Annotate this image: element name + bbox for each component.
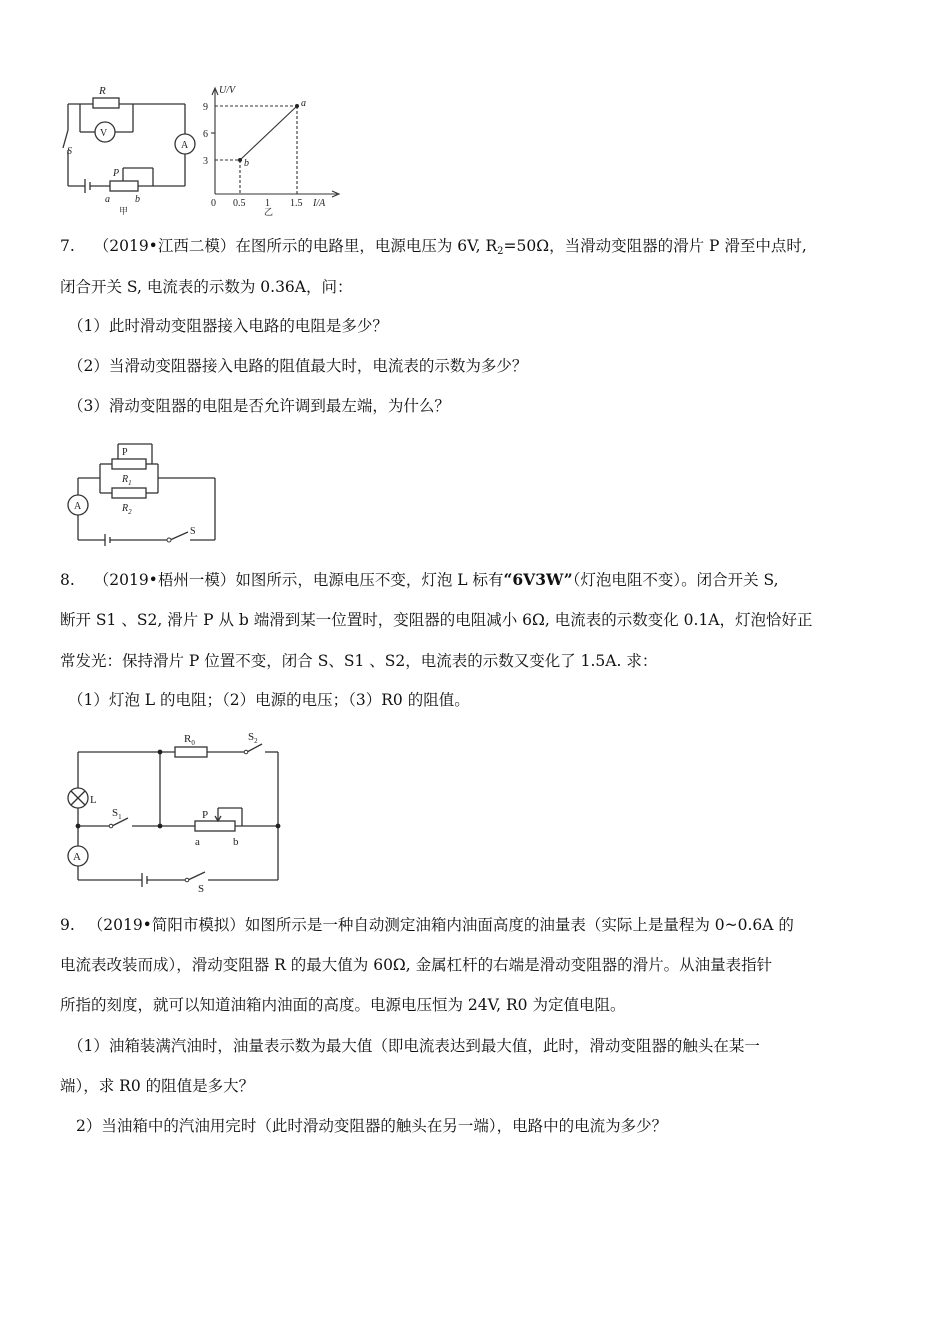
q9-sub1b: 端），求 R0 的阻值是多大？ — [60, 1077, 255, 1095]
fig6-v-label: V — [100, 128, 108, 139]
q8-line3: 常发光：保持滑片 P 位置不变，闭合 S、S1 、S2，电流表的示数又变化了 1.5A. 求： — [60, 652, 658, 670]
fig6-a-label: A — [181, 140, 189, 151]
q8-rating: “6V3W” — [503, 570, 573, 589]
q9-source: （2019•简阳市模拟） — [87, 916, 245, 934]
fig8-s-label: S — [198, 883, 205, 893]
fig6-r-label: R — [99, 85, 106, 97]
q7-sub3: （3）滑动变阻器的电阻是否允许调到最左端，为什么？ — [68, 397, 450, 415]
fig6-a-end: a — [105, 194, 110, 205]
q8-number: 8. — [60, 571, 75, 589]
graph-xtick-1.5: 1.5 — [290, 198, 303, 209]
graph-origin: 0 — [211, 198, 216, 209]
graph-point-a: a — [301, 98, 306, 109]
graph-xtick-1: 1 — [265, 198, 270, 209]
fig6-caption-left: 甲 — [119, 206, 129, 216]
figure-q8 — [60, 728, 290, 893]
graph-ytick-3: 3 — [203, 156, 208, 167]
fig8-r0-label: $R_0$ — [184, 733, 195, 747]
q7-line2: 闭合开关 S, 电流表的示数为 0.36A，问： — [60, 278, 353, 296]
q9-number: 9. — [60, 916, 75, 934]
fig7-a-label: A — [74, 501, 82, 512]
fig8-b-end: b — [233, 836, 239, 848]
graph-xtick-0.5: 0.5 — [233, 198, 246, 209]
q7-line1: 7. （2019•江西二模）在图所示的电路里，电源电压为 6V, $R_2=50\Omega$，当滑动变阻器的滑片 P 滑至中点时, — [60, 237, 807, 257]
q9-sub2: 2）当油箱中的汽油用完时（此时滑动变阻器的触头在另一端），电路中的电流为多少？ — [76, 1117, 668, 1135]
q8-line4: （1）灯泡 L 的电阻；（2）电源的电压；（3）R0 的阻值。 — [68, 691, 470, 709]
fig7-r1-label: $R_1$ — [122, 474, 132, 487]
q9-sub1a: （1）油箱装满汽油时，油量表示数为最大值（即电流表达到最大值，此时，滑动变阻器的触头在某一 — [68, 1037, 760, 1055]
fig8-a-end: a — [195, 836, 200, 848]
graph-caption: 乙 — [264, 207, 274, 217]
q9-line1: 9. （2019•简阳市模拟）如图所示是一种自动测定油箱内油面高度的油量表（实际上是量程为 0~0.6A 的 — [60, 916, 794, 934]
fig6-p-label: P — [113, 168, 120, 179]
q8-source: （2019•梧州一模） — [93, 571, 236, 589]
q9-line3: 所指的刻度，就可以知道油箱内油面的高度。电源电压恒为 24V, R0 为定值电阻。 — [60, 996, 626, 1014]
q7-source: （2019•江西二模） — [93, 237, 236, 255]
q7-sub2: （2）当滑动变阻器接入电路的阻值最大时，电流表的示数为多少？ — [68, 357, 528, 375]
graph-ytick-6: 6 — [203, 129, 208, 140]
figure-q6 — [55, 82, 350, 217]
graph-xlabel: I/A — [313, 198, 326, 209]
fig7-p-label: P — [122, 447, 128, 458]
q7-number: 7. — [60, 237, 75, 255]
graph-point-b: b — [244, 158, 249, 169]
q7-sub1: （1）此时滑动变阻器接入电路的电阻是多少？ — [68, 317, 388, 335]
q9-line2: 电流表改装而成），滑动变阻器 R 的最大值为 60Ω, 金属杠杆的右端是滑动变阻器的滑片。从油量表指针 — [60, 956, 773, 974]
fig7-s-label: S — [190, 526, 196, 537]
fig8-s2-label: $S_2$ — [248, 731, 258, 745]
fig8-a-meter: A — [73, 851, 81, 863]
fig8-l-label: L — [90, 794, 97, 806]
graph-ytick-9: 9 — [203, 102, 208, 113]
figure-q7 — [60, 440, 225, 550]
fig7-r2-label: $R_2$ — [122, 503, 132, 516]
q8-line2: 断开 S1 、S2, 滑片 P 从 b 端滑到某一位置时，变阻器的电阻减小 6Ω, 电流表的示数变化 0.1A，灯泡恰好正 — [60, 611, 813, 629]
fig8-p-label: P — [202, 809, 209, 821]
q8-line1: 8. （2019•梧州一模）如图所示，电源电压不变，灯泡 L 标有“6V3W”（灯泡电阻不变）。闭合开关 S, — [60, 570, 779, 589]
graph-ylabel: U/V — [219, 85, 236, 96]
fig6-s-label: S — [67, 146, 72, 157]
fig8-s1-label: $S_1$ — [112, 807, 122, 821]
fig6-b-end: b — [135, 194, 140, 205]
